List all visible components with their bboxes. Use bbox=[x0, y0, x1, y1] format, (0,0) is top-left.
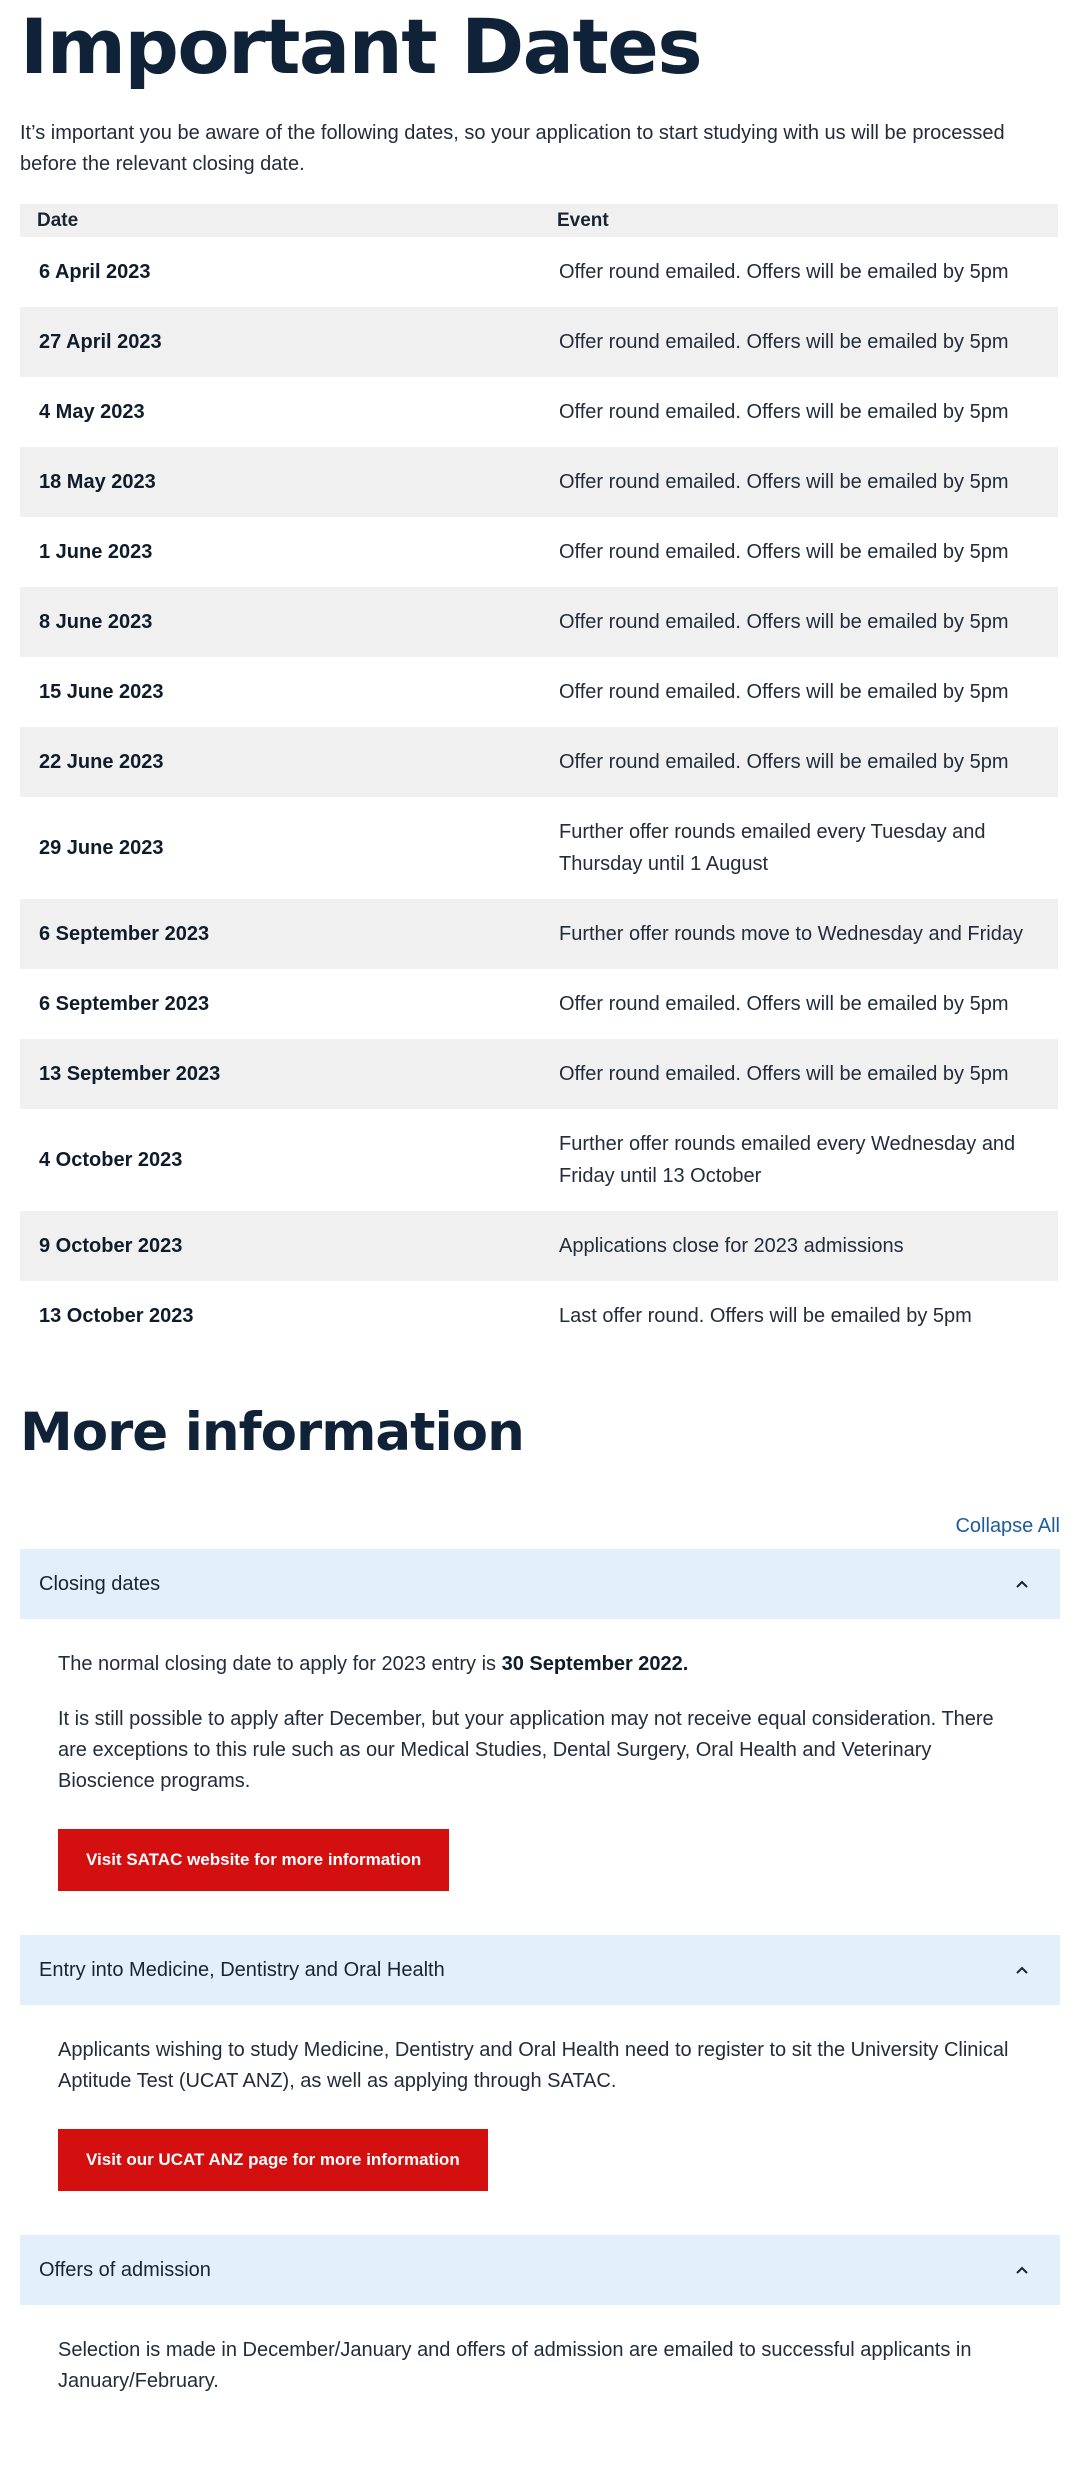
table-row bbox=[20, 1109, 1058, 1211]
accordion-header-closing-dates[interactable] bbox=[20, 1549, 1060, 1619]
event-cell: Offer round emailed. Offers will be emailed by 5pm bbox=[539, 447, 1058, 517]
collapse-all-link[interactable]: Collapse All bbox=[955, 1515, 1060, 1537]
accordion-title: Offers of admission bbox=[39, 2258, 211, 2281]
event-cell: Offer round emailed. Offers will be emailed by 5pm bbox=[559, 401, 1009, 423]
table-row bbox=[20, 1039, 1058, 1109]
table-row bbox=[20, 1211, 1058, 1281]
accordion-header-medicine-entry[interactable] bbox=[20, 1935, 1060, 2005]
table-header-row bbox=[20, 204, 1058, 237]
date-cell: 27 April 2023 bbox=[20, 307, 539, 377]
accordion-header-offers-of-admission[interactable] bbox=[20, 2235, 1060, 2305]
column-header-event: Event bbox=[539, 204, 1058, 237]
accordion-body-offers-of-admission bbox=[20, 2305, 1060, 2425]
accordion-title: Closing dates bbox=[39, 1572, 161, 1595]
date-cell: 29 June 2023 bbox=[39, 837, 164, 859]
date-cell: 22 June 2023 bbox=[20, 727, 539, 797]
date-cell: 13 October 2023 bbox=[39, 1305, 194, 1327]
table-row bbox=[20, 1281, 1058, 1351]
closing-date-prefix: The normal closing date to apply for 2023 entry is bbox=[58, 1653, 502, 1675]
date-cell: 15 June 2023 bbox=[39, 681, 164, 703]
date-cell: 6 September 2023 bbox=[39, 993, 210, 1015]
chevron-up-icon[interactable] bbox=[1015, 2263, 1029, 2277]
date-cell: 13 September 2023 bbox=[20, 1039, 539, 1109]
accordion-body-medicine-entry bbox=[20, 2005, 1060, 2235]
date-cell: 9 October 2023 bbox=[20, 1211, 539, 1281]
table-row bbox=[20, 969, 1058, 1039]
ucat-anz-button[interactable]: Visit our UCAT ANZ page for more information bbox=[58, 2129, 488, 2191]
chevron-up-icon[interactable] bbox=[1015, 1963, 1029, 1977]
date-cell: 4 October 2023 bbox=[39, 1149, 183, 1171]
table-row bbox=[20, 587, 1058, 657]
event-cell: Applications close for 2023 admissions bbox=[539, 1211, 1058, 1281]
event-cell: Further offer rounds emailed every Wednesday and Friday until 13 October bbox=[559, 1133, 1016, 1187]
event-cell: Offer round emailed. Offers will be emailed by 5pm bbox=[539, 1039, 1058, 1109]
selection-info-text: Selection is made in December/January and offers of admission are emailed to successful applicants in January/February. bbox=[58, 2339, 972, 2392]
ucat-info-text: Applicants wishing to study Medicine, Dentistry and Oral Health need to register to sit the University Clinical Aptitude Test (UCAT ANZ), as well as applying through SATAC. bbox=[58, 2039, 1009, 2092]
event-cell: Further offer rounds move to Wednesday and Friday bbox=[539, 899, 1058, 969]
event-cell: Offer round emailed. Offers will be emailed by 5pm bbox=[539, 587, 1058, 657]
event-cell: Further offer rounds emailed every Tuesday and Thursday until 1 August bbox=[559, 821, 986, 875]
page-title: Important Dates bbox=[20, 2, 702, 91]
satac-website-button[interactable]: Visit SATAC website for more information bbox=[58, 1829, 449, 1891]
date-cell: 6 April 2023 bbox=[39, 261, 151, 283]
table-row bbox=[20, 899, 1058, 969]
event-cell: Offer round emailed. Offers will be emailed by 5pm bbox=[539, 307, 1058, 377]
table-row bbox=[20, 657, 1058, 727]
table-row bbox=[20, 517, 1058, 587]
more-information-heading: More information bbox=[20, 1402, 524, 1463]
closing-date-value: 30 September 2022. bbox=[501, 1653, 689, 1675]
event-cell: Offer round emailed. Offers will be emailed by 5pm bbox=[559, 541, 1009, 563]
accordion-title: Entry into Medicine, Dentistry and Oral Health bbox=[39, 1958, 445, 1981]
date-cell: 8 June 2023 bbox=[20, 587, 539, 657]
table-row bbox=[20, 447, 1058, 517]
collapse-all-row bbox=[20, 1515, 1060, 1549]
date-cell: 1 June 2023 bbox=[39, 541, 153, 563]
date-cell: 4 May 2023 bbox=[39, 401, 145, 423]
event-cell: Last offer round. Offers will be emailed by 5pm bbox=[559, 1305, 972, 1327]
chevron-up-icon[interactable] bbox=[1015, 1577, 1029, 1591]
accordion-offers-of-admission bbox=[20, 2235, 1060, 2425]
column-header-date: Date bbox=[20, 204, 539, 237]
table-row bbox=[20, 377, 1058, 447]
table-row bbox=[20, 307, 1058, 377]
accordion-medicine-entry bbox=[20, 1935, 1060, 2235]
accordion-closing-dates bbox=[20, 1549, 1060, 1935]
event-cell: Offer round emailed. Offers will be emailed by 5pm bbox=[559, 261, 1009, 283]
accordion-body-closing-dates bbox=[20, 1619, 1060, 1935]
event-cell: Offer round emailed. Offers will be emailed by 5pm bbox=[539, 727, 1058, 797]
important-dates-table bbox=[20, 204, 1058, 1351]
date-cell: 6 September 2023 bbox=[20, 899, 539, 969]
intro-text: It’s important you be aware of the following dates, so your application to start studying with us will be processed before the relevant closing date. bbox=[20, 122, 1005, 175]
date-cell: 18 May 2023 bbox=[20, 447, 539, 517]
late-application-text: It is still possible to apply after December, but your application may not receive equal consideration. There are exceptions to this rule such as our Medical Studies, Dental Surgery, Oral Health and Veterinary Bioscience programs. bbox=[58, 1708, 994, 1792]
event-cell: Offer round emailed. Offers will be emailed by 5pm bbox=[559, 681, 1009, 703]
table-row bbox=[20, 797, 1058, 899]
table-row bbox=[20, 237, 1058, 307]
closing-date-text bbox=[58, 1649, 1022, 1680]
event-cell: Offer round emailed. Offers will be emailed by 5pm bbox=[559, 993, 1009, 1015]
table-row bbox=[20, 727, 1058, 797]
